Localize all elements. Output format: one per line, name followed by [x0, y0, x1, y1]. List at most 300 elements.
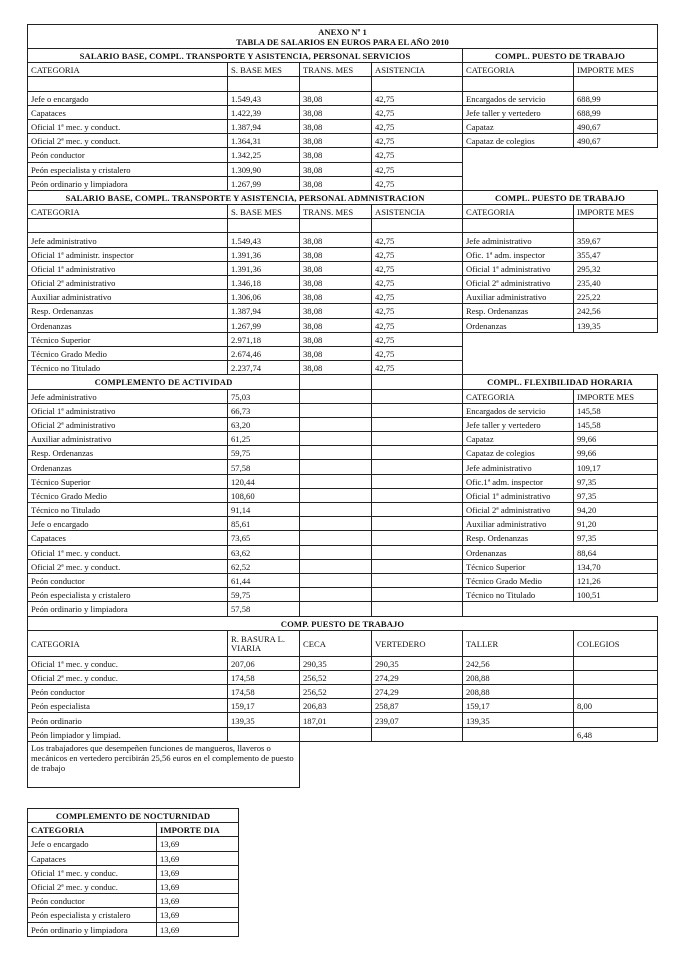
table-cell: 42,75 — [372, 346, 463, 360]
table-row — [28, 837, 239, 851]
table-cell: 38,08 — [300, 105, 372, 119]
table-cell — [300, 573, 372, 587]
column-header: S. BASE MES — [228, 205, 300, 219]
table-cell: 38,08 — [300, 261, 372, 275]
table-cell: 38,08 — [300, 304, 372, 318]
table-row — [28, 134, 658, 148]
table-row — [28, 559, 658, 573]
table-cell: 38,08 — [300, 318, 372, 332]
table-cell: 42,75 — [372, 119, 463, 133]
table-row — [28, 460, 658, 474]
table-cell: Técnico no Titulado — [463, 588, 574, 602]
table-cell: 1.267,99 — [228, 318, 300, 332]
table-row — [28, 119, 658, 133]
table-cell: 38,08 — [300, 91, 372, 105]
table-cell: 38,08 — [300, 162, 372, 176]
column-header: IMPORTE MES — [574, 205, 658, 219]
table-row — [28, 276, 658, 290]
table-cell: 1.391,36 — [228, 247, 300, 261]
column-header: ASISTENCIA — [372, 205, 463, 219]
table-cell: 73,65 — [228, 531, 300, 545]
table-cell: 139,35 — [463, 713, 574, 727]
table-cell: 8,00 — [574, 699, 658, 713]
table-cell: Ofic.1ª adm. inspector — [463, 474, 574, 488]
table-cell: 256,52 — [300, 670, 372, 684]
section-heading: COMPLEMENTO DE NOCTURNIDAD — [28, 809, 239, 823]
column-header: TRANS. MES — [300, 63, 372, 77]
section-heading-row — [28, 616, 658, 630]
table-cell — [372, 446, 463, 460]
table-cell: 174,58 — [228, 685, 300, 699]
section-heading: COMPLEMENTO DE ACTIVIDAD — [28, 375, 300, 389]
table-row — [28, 865, 239, 879]
spacer-row — [28, 219, 658, 233]
table-cell — [300, 517, 372, 531]
table-cell — [300, 375, 372, 389]
table-cell: 139,35 — [574, 318, 658, 332]
section-heading-row — [28, 49, 658, 63]
section-heading: SALARIO BASE, COMPL. TRANSPORTE Y ASISTENCIA, PERSONAL ADMNISTRACION — [28, 190, 463, 204]
table-cell — [372, 219, 463, 233]
table-cell — [372, 460, 463, 474]
table-cell: 91,14 — [228, 503, 300, 517]
table-cell — [574, 670, 658, 684]
table-cell: 239,07 — [372, 713, 463, 727]
table-cell: Oficial 2ª mec. y conduct. — [28, 559, 228, 573]
table-cell: Técnico no Titulado — [28, 503, 228, 517]
table-cell — [463, 77, 574, 91]
table-cell: 13,69 — [157, 879, 239, 893]
table-cell: 62,52 — [228, 559, 300, 573]
table-row — [28, 261, 658, 275]
table-cell: Resp. Ordenanzas — [28, 304, 228, 318]
column-header: COLEGIOS — [574, 630, 658, 656]
table-row — [28, 304, 658, 318]
nocturnidad-table — [27, 808, 239, 937]
table-cell: 159,17 — [228, 699, 300, 713]
table-row — [28, 432, 658, 446]
table-cell: Capataz — [463, 119, 574, 133]
table-cell — [300, 503, 372, 517]
table-cell: Resp. Ordenanzas — [28, 446, 228, 460]
table-cell: Oficial 1ª mec. y conduc. — [28, 865, 157, 879]
table-cell: 295,32 — [574, 261, 658, 275]
table-cell: Oficial 1ª administrativo — [28, 403, 228, 417]
column-header: CATEGORIA — [28, 823, 157, 837]
table-cell — [300, 77, 372, 91]
table-cell: 75,03 — [228, 389, 300, 403]
table-cell: 109,17 — [574, 460, 658, 474]
table-cell — [372, 432, 463, 446]
table-cell: 1.549,43 — [228, 91, 300, 105]
table-cell: 206,83 — [300, 699, 372, 713]
table-cell: 38,08 — [300, 276, 372, 290]
table-cell: 42,75 — [372, 91, 463, 105]
table-cell: 490,67 — [574, 134, 658, 148]
table-cell: Técnico Superior — [28, 332, 228, 346]
table-cell: Encargados de servicio — [463, 403, 574, 417]
table-cell: 208,88 — [463, 685, 574, 699]
table-cell: 42,75 — [372, 290, 463, 304]
column-header: TRANS. MES — [300, 205, 372, 219]
section-heading-row — [28, 375, 658, 389]
table-row — [28, 670, 658, 684]
table-cell: 42,75 — [372, 247, 463, 261]
table-cell: 1.342,25 — [228, 148, 300, 162]
column-header: CATEGORIA — [463, 63, 574, 77]
table-cell — [228, 77, 300, 91]
table-cell: Oficial 2ª administrativo — [28, 276, 228, 290]
table-cell — [463, 332, 658, 375]
column-header: S. BASE MES — [228, 63, 300, 77]
table-cell: 38,08 — [300, 176, 372, 190]
table-cell — [300, 219, 372, 233]
table-cell: 57,58 — [228, 460, 300, 474]
table-cell: Oficial 1ª administrativo — [463, 488, 574, 502]
table-row — [28, 531, 658, 545]
table-cell: 359,67 — [574, 233, 658, 247]
table-cell: 2.971,18 — [228, 332, 300, 346]
table-cell: Peón conductor — [28, 685, 228, 699]
column-header: VERTEDERO — [372, 630, 463, 656]
table-cell: Peón limpiador y limpiad. — [28, 727, 228, 741]
table-cell — [372, 588, 463, 602]
table-row — [28, 91, 658, 105]
table-cell: 1.364,31 — [228, 134, 300, 148]
table-cell: Jefe administrativo — [463, 460, 574, 474]
table-cell — [300, 741, 658, 787]
table-cell — [300, 403, 372, 417]
table-cell — [372, 531, 463, 545]
table-cell: 225,22 — [574, 290, 658, 304]
table-cell: 42,75 — [372, 332, 463, 346]
table-cell: 59,75 — [228, 446, 300, 460]
table-cell — [372, 417, 463, 431]
column-header-row — [28, 630, 658, 656]
table-cell: Jefe administrativo — [28, 233, 228, 247]
table-cell: 1.391,36 — [228, 261, 300, 275]
table-row — [28, 517, 658, 531]
table-cell: Ofic. 1ª adm. inspector — [463, 247, 574, 261]
table-cell: 2.237,74 — [228, 361, 300, 375]
table-cell: 13,69 — [157, 851, 239, 865]
table-cell — [463, 727, 574, 741]
table-cell: 57,58 — [228, 602, 300, 616]
table-cell: 139,35 — [228, 713, 300, 727]
column-header: CATEGORIA — [463, 205, 574, 219]
table-row — [28, 290, 658, 304]
table-cell: Técnico Grado Medio — [463, 573, 574, 587]
table-cell: Peón ordinario y limpiadora — [28, 176, 228, 190]
table-cell: 38,08 — [300, 247, 372, 261]
table-cell: Oficial 1ª administrativo — [463, 261, 574, 275]
table-cell: Técnico no Titulado — [28, 361, 228, 375]
table-cell: Peón especialista y cristalero — [28, 588, 228, 602]
table-cell: Oficial 2ª mec. y conduc. — [28, 670, 228, 684]
table-cell: Auxiliar administrativo — [28, 432, 228, 446]
section-heading: COMPL. FLEXIBILIDAD HORARIA — [463, 375, 658, 389]
table-cell — [300, 559, 372, 573]
table-cell: Peón conductor — [28, 148, 228, 162]
table-cell — [372, 474, 463, 488]
table-cell — [372, 559, 463, 573]
table-cell: 13,69 — [157, 894, 239, 908]
table-cell: 108,60 — [228, 488, 300, 502]
table-cell — [463, 148, 658, 191]
table-row — [28, 894, 239, 908]
table-cell: 42,75 — [372, 276, 463, 290]
table-row — [28, 908, 239, 922]
column-header: CATEGORIA — [28, 205, 228, 219]
table-cell: 1.267,99 — [228, 176, 300, 190]
column-header: CECA — [300, 630, 372, 656]
table-row — [28, 446, 658, 460]
table-cell: 208,88 — [463, 670, 574, 684]
table-cell: Capataces — [28, 531, 228, 545]
table-cell: Peón ordinario — [28, 713, 228, 727]
table-row — [28, 247, 658, 261]
note-row — [28, 741, 658, 787]
table-cell: 59,75 — [228, 588, 300, 602]
table-cell: 38,08 — [300, 148, 372, 162]
table-row — [28, 602, 658, 616]
table-cell: 490,67 — [574, 119, 658, 133]
section-heading-row — [28, 809, 239, 823]
table-row — [28, 318, 658, 332]
table-cell: 207,06 — [228, 656, 300, 670]
table-cell: 97,35 — [574, 474, 658, 488]
table-cell: 38,08 — [300, 332, 372, 346]
table-cell: 42,75 — [372, 318, 463, 332]
table-cell: 1.306,06 — [228, 290, 300, 304]
footnote: Los trabajadores que desempeñen funciones de mangueros, llaveros o mecánicos en vertedero percibirán 25,56 euros en el complemento de puesto de trabajo — [28, 741, 300, 787]
table-cell: 63,20 — [228, 417, 300, 431]
table-cell: 120,44 — [228, 474, 300, 488]
document-title — [28, 25, 658, 49]
table-cell: Técnico Superior — [463, 559, 574, 573]
table-cell — [574, 713, 658, 727]
table-cell: Oficial 2ª mec. y conduct. — [28, 134, 228, 148]
table-cell: Ordenanzas — [28, 318, 228, 332]
table-cell: 61,44 — [228, 573, 300, 587]
section-heading: COMPL. PUESTO DE TRABAJO — [463, 190, 658, 204]
table-cell: 61,25 — [228, 432, 300, 446]
table-cell — [228, 727, 300, 741]
table-cell — [372, 488, 463, 502]
table-cell — [574, 77, 658, 91]
table-cell: 42,75 — [372, 261, 463, 275]
section-heading: COMP. PUESTO DE TRABAJO — [28, 616, 658, 630]
table-cell: 42,75 — [372, 105, 463, 119]
table-cell: Jefe taller y vertedero — [463, 417, 574, 431]
table-cell — [300, 531, 372, 545]
table-cell: Ordenanzas — [463, 545, 574, 559]
table-cell: Capataz de colegios — [463, 134, 574, 148]
column-header-row — [28, 823, 239, 837]
table-cell: Auxiliar administrativo — [28, 290, 228, 304]
table-cell: 258,87 — [372, 699, 463, 713]
table-cell: 1.387,94 — [228, 119, 300, 133]
table-row — [28, 879, 239, 893]
table-cell — [372, 503, 463, 517]
table-cell — [372, 517, 463, 531]
title-line-1: ANEXO Nº 1 — [318, 27, 367, 37]
table-row — [28, 922, 239, 936]
table-cell: 42,75 — [372, 148, 463, 162]
table-cell — [300, 727, 372, 741]
table-cell — [300, 432, 372, 446]
column-header: IMPORTE DIA — [157, 823, 239, 837]
section-heading: COMPL. PUESTO DE TRABAJO — [463, 49, 658, 63]
table-cell: 13,69 — [157, 908, 239, 922]
table-cell: Ordenanzas — [28, 460, 228, 474]
table-cell: 97,35 — [574, 488, 658, 502]
column-header: IMPORTE MES — [574, 63, 658, 77]
table-row — [28, 105, 658, 119]
table-cell — [372, 389, 463, 403]
table-cell: 242,56 — [574, 304, 658, 318]
table-cell — [300, 488, 372, 502]
table-cell: 355,47 — [574, 247, 658, 261]
table-cell: Capataz de colegios — [463, 446, 574, 460]
table-cell: Oficial 1ª administrativo — [28, 261, 228, 275]
table-cell: 1.422,39 — [228, 105, 300, 119]
table-cell: 85,61 — [228, 517, 300, 531]
table-cell: Oficial 2ª administrativo — [28, 417, 228, 431]
table-cell: 274,29 — [372, 685, 463, 699]
table-cell: 38,08 — [300, 361, 372, 375]
table-cell: 38,08 — [300, 134, 372, 148]
table-cell: Técnico Superior — [28, 474, 228, 488]
table-cell: 99,66 — [574, 432, 658, 446]
table-cell: 1.387,94 — [228, 304, 300, 318]
table-row — [28, 545, 658, 559]
table-cell: Jefe o encargado — [28, 91, 228, 105]
table-row — [28, 474, 658, 488]
table-cell: 134,70 — [574, 559, 658, 573]
table-cell: 97,35 — [574, 531, 658, 545]
table-cell — [463, 602, 658, 616]
table-cell: Ordenanzas — [463, 318, 574, 332]
table-cell: Capataz — [463, 432, 574, 446]
table-cell: 13,69 — [157, 922, 239, 936]
table-cell — [300, 602, 372, 616]
table-cell: 42,75 — [372, 233, 463, 247]
table-cell — [300, 545, 372, 559]
table-cell: 121,26 — [574, 573, 658, 587]
table-cell — [300, 588, 372, 602]
table-cell: Peón especialista y cristalero — [28, 908, 157, 922]
table-cell: 100,51 — [574, 588, 658, 602]
table-cell — [300, 460, 372, 474]
table-cell: 63,62 — [228, 545, 300, 559]
table-cell: 688,99 — [574, 105, 658, 119]
table-cell: Oficial 2ª administrativo — [463, 276, 574, 290]
table-cell: Jefe o encargado — [28, 517, 228, 531]
table-row — [28, 656, 658, 670]
table-cell — [574, 685, 658, 699]
title-row — [28, 25, 658, 49]
table-row — [28, 403, 658, 417]
table-cell: 145,58 — [574, 403, 658, 417]
table-cell — [372, 573, 463, 587]
table-cell: Jefe administrativo — [463, 233, 574, 247]
table-cell — [300, 446, 372, 460]
table-row — [28, 588, 658, 602]
table-cell: 42,75 — [372, 134, 463, 148]
table-cell — [463, 219, 574, 233]
table-cell: Técnico Grado Medio — [28, 488, 228, 502]
table-cell: Oficial 1ª mec. y conduct. — [28, 545, 228, 559]
table-cell: Peón ordinario y limpiadora — [28, 922, 157, 936]
title-line-2: TABLA DE SALARIOS EN EUROS PARA EL AÑO 2010 — [236, 37, 449, 47]
column-header: CATEGORIA — [28, 63, 228, 77]
table-cell: 187,01 — [300, 713, 372, 727]
table-cell — [372, 403, 463, 417]
table-cell: Oficial 1ª mec. y conduc. — [28, 656, 228, 670]
table-cell: 38,08 — [300, 119, 372, 133]
table-row — [28, 332, 658, 346]
table-cell: Oficial 1ª mec. y conduct. — [28, 119, 228, 133]
table-cell: 2.674,46 — [228, 346, 300, 360]
table-row — [28, 488, 658, 502]
column-header: R. BASURA L. VIARIA — [228, 630, 300, 656]
table-cell: 88,64 — [574, 545, 658, 559]
table-cell: 159,17 — [463, 699, 574, 713]
table-row — [28, 573, 658, 587]
table-cell: 42,75 — [372, 304, 463, 318]
table-cell — [28, 219, 228, 233]
table-cell: Técnico Grado Medio — [28, 346, 228, 360]
table-row — [28, 148, 658, 162]
table-cell: 1.549,43 — [228, 233, 300, 247]
section-heading-row — [28, 190, 658, 204]
table-cell: Oficial 1ª administr. inspector — [28, 247, 228, 261]
table-cell: Jefe o encargado — [28, 837, 157, 851]
table-cell: 1.346,18 — [228, 276, 300, 290]
table-cell: Jefe administrativo — [28, 389, 228, 403]
table-cell: Peón conductor — [28, 894, 157, 908]
table-cell: 688,99 — [574, 91, 658, 105]
table-cell: 38,08 — [300, 346, 372, 360]
table-cell: 145,58 — [574, 417, 658, 431]
column-header: CATEGORIA — [463, 389, 574, 403]
table-cell — [372, 77, 463, 91]
table-row — [28, 389, 658, 403]
table-cell: 290,35 — [300, 656, 372, 670]
salary-table — [27, 24, 658, 788]
table-cell: 174,58 — [228, 670, 300, 684]
column-header: CATEGORIA — [28, 630, 228, 656]
table-row — [28, 233, 658, 247]
table-cell: Encargados de servicio — [463, 91, 574, 105]
table-row — [28, 685, 658, 699]
table-cell: Capataces — [28, 105, 228, 119]
table-cell: Oficial 2ª administrativo — [463, 503, 574, 517]
table-cell: 274,29 — [372, 670, 463, 684]
table-cell: 1.309,90 — [228, 162, 300, 176]
table-cell: Jefe taller y vertedero — [463, 105, 574, 119]
table-cell: Peón conductor — [28, 573, 228, 587]
table-cell — [228, 219, 300, 233]
spacer-row — [28, 77, 658, 91]
table-cell: Oficial 2ª mec. y conduc. — [28, 879, 157, 893]
table-cell: Capataces — [28, 851, 157, 865]
table-cell: 42,75 — [372, 361, 463, 375]
table-cell — [574, 219, 658, 233]
table-cell — [372, 727, 463, 741]
table-cell: 42,75 — [372, 176, 463, 190]
